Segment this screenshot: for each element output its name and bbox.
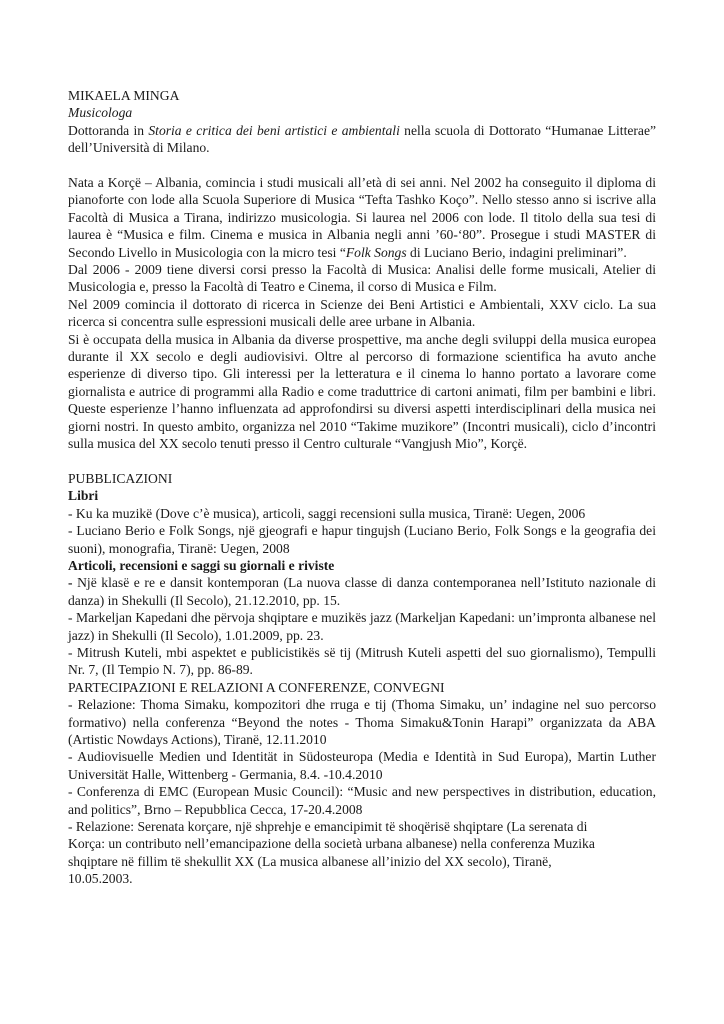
author-name: MIKAELA MINGA (68, 88, 180, 103)
conference-item: - Relazione: Thoma Simaku, kompozitori dhe rruga e tij (Thoma Simaku, un’ indagine nel suo percorso formativo) nella conferenza “Beyond the notes - Thoma Simaku&Tonin Harapi” organizzata da ABA (Artistic Nowdays Actions), Tiranë, 12.11.2010 (68, 697, 656, 747)
books-heading: Libri (68, 488, 99, 504)
bio-paragraph-1 (68, 174, 656, 261)
conference-line: Korça: un contributo nell’emancipazione della società urbana albanese) nella conferenza Muzika (68, 836, 595, 852)
conference-item: - Audiovisuelle Medien und Identität in Südosteuropa (Media e Identità in Sud Europa), Martin Luther Universität Halle, Wittenberg - Germania, 8.4. -10.4.2010 (68, 749, 656, 782)
spacer (68, 157, 656, 174)
book-item: - Ku ka muzikë (Dove c’è musica), articoli, saggi recensioni sulla musica, Tiranë: Uegen, 2006 (68, 505, 586, 521)
article-text: Një klasë e re e dansit kontemporan (La nuova classe di danza contemporanea nell’Istituto nazionale di danza) in Shekulli (Il Secolo), 21.12.2010, pp. 15. (68, 575, 656, 608)
bio-text-end: di Luciano Berio, indagini preliminari”. (406, 244, 627, 260)
article-item: - Mitrush Kuteli, mbi aspektet e publicistikës së tij (Mitrush Kuteli aspetti del suo giornalismo), Tempulli Nr. 7, (Il Tempio N. 7), pp. 86-89. (68, 644, 656, 678)
conference-item: - Conferenza di EMC (European Music Council): “Music and new perspectives in distribution, education, and politics”, Brno – Repubblica Cecca, 17-20.4.2008 (68, 784, 656, 817)
intro-text-end: nella scuola di Dottorato “Humanae Litterae” dell’Università di Milano. (68, 122, 657, 156)
intro-text: Dottoranda in (68, 122, 149, 138)
author-role: Musicologa (68, 105, 133, 121)
bio-paragraph-2: Dal 2006 - 2009 tiene diversi corsi presso la Facoltà di Musica: Analisi delle forme musicali, Atelier di Musicologia e, presso la Facoltà di Teatro e Cinema, il corso di Musica e Film. (68, 262, 656, 295)
document-page (68, 87, 656, 888)
spacer (68, 453, 656, 470)
bio-text: Nata a Korçë – Albania, comincia i studi musicali all’età di sei anni. Nel 2002 ha conseguito il diploma di pianoforte con lode alla Scuola Superiore di Musica “Tefta Tashko Koço”. Nello stesso anno si iscrive alla Facoltà di Musica a Tirana, indirizzo musicologia. Si laurea nel 2006 con lode. Il titolo della sua tesi di laurea è “Musica e film. Cinema e musica in Albania negli anni ’60-‘80”. Prosegue i studi MASTER di Secondo Livello in Musicologia con la micro tesi “ (68, 175, 656, 260)
conference-line: shqiptare në fillim të shekullit XX (La musica albanese all’inizio del XX secolo), Tiranë, (68, 853, 552, 869)
bio-italic: Folk Songs (345, 244, 407, 260)
book-item: - Luciano Berio e Folk Songs, një gjeografi e hapur tingujsh (Luciano Berio, Folk Songs e la geografia dei suoni), monografia, Tiranë: Uegen, 2008 (68, 523, 656, 556)
conferences-heading: PARTECIPAZIONI E RELAZIONI A CONFERENZE, CONVEGNI (68, 679, 445, 695)
article-item: - Markeljan Kapedani dhe përvoja shqiptare e muzikës jazz (Markeljan Kapedani: un’impronta albanese nel jazz) in Shekulli (Il Secolo), 1.01.2009, pp. 23. (68, 610, 656, 643)
publications-heading: PUBBLICAZIONI (68, 470, 173, 486)
article-item (68, 574, 656, 609)
author-intro (68, 122, 656, 157)
articles-heading: Articoli, recensioni e saggi su giornali e riviste (68, 557, 335, 573)
intro-italic: Storia e critica dei beni artistici e ambientali (148, 122, 400, 138)
conference-line: 10.05.2003. (68, 871, 133, 887)
conference-item-last (68, 818, 656, 888)
article-dash: - (68, 575, 73, 591)
bio-paragraph-4: Si è occupata della musica in Albania da diverse prospettive, ma anche degli sviluppi della musica europea durante il XX secolo e degli audiovisivi. Oltre al percorso di formazione scientifica ha avuto anche esperienze di diverso tipo. Gli interessi per la letteratura e il cinema lo hanno portato a lavorare come giornalista e autrice di programmi alla Radio e come traduttrice di cartoni animati, film per bambini e libri. Queste esperienze l’hanno influenzata ad approfondirsi su diversi aspetti interdisciplinari della musica nei giorni nostri. In questo ambito, organizza nel 2010 “Takime muzikore” (Incontri musicali), ciclo d’incontri sulla musica del XX secolo tenuti presso il Centro culturale “Vangjush Mio”, Korçë. (68, 331, 656, 452)
bio-paragraph-3: Nel 2009 comincia il dottorato di ricerca in Scienze dei Beni Artistici e Ambientali, XXV ciclo. La sua ricerca si concentra sulle espressioni musicali delle aree urbane in Albania. (68, 296, 656, 330)
conference-line: - Relazione: Serenata korçare, një shprehje e emancipimit të shoqërisë shqiptare (La serenata di (68, 819, 588, 835)
